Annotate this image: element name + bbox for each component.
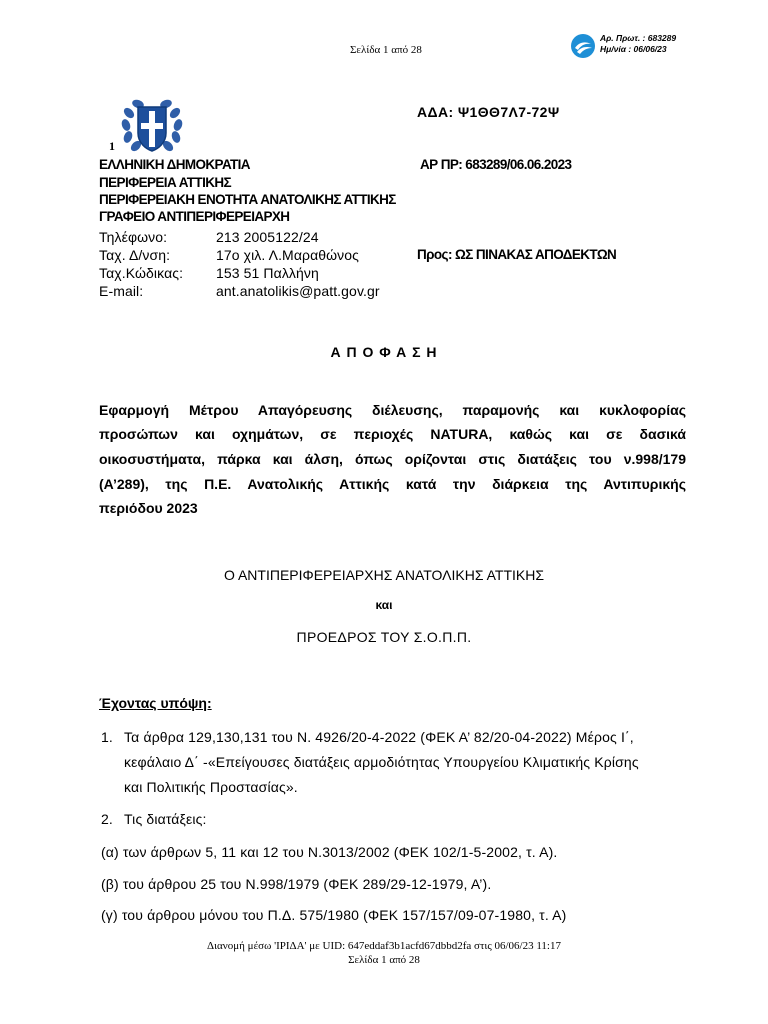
authority-title: Ο ΑΝΤΙΠΕΡΙΦΕΡΕΙΑΡΧΗΣ ΑΝΑΤΟΛΙΚΗΣ ΑΤΤΙΚΗΣ: [223, 567, 545, 583]
iris-logo-icon: [570, 33, 596, 59]
list-item-number: 2.: [101, 811, 113, 827]
emblem-number: 1: [109, 139, 115, 153]
list-item-number: 1.: [101, 729, 113, 745]
issuer-line: ΕΛΛΗΝΙΚΗ ΔΗΜΟΚΡΑΤΙΑ: [99, 157, 250, 172]
contact-label: Τηλέφωνο:: [99, 229, 168, 245]
email-value: ant.anatolikis@patt.gov.gr: [216, 283, 380, 299]
contact-label: Ταχ.Κώδικας:: [99, 265, 184, 281]
subject-line: (Α’289), της Π.Ε. Ανατολικής Αττικής κατά την διάρκεια της Αντιπυρικής: [99, 476, 686, 492]
stamp-date: Ημ/νία : 06/06/23: [600, 44, 667, 54]
contact-value: 153 51 Παλλήνη: [216, 265, 319, 281]
contact-value: 17ο χιλ. Λ.Μαραθώνος: [216, 247, 360, 263]
ada-code: ΑΔΑ: Ψ1ΘΘ7Λ7-72Ψ: [417, 104, 560, 120]
considering-heading: Έχοντας υπόψη:: [99, 695, 212, 711]
contact-label: Ταχ. Δ/νση:: [99, 247, 171, 263]
sub-item: (β) του άρθρου 25 του Ν.998/1979 (ΦΕΚ 289/29-12-1979, Α’).: [101, 876, 492, 892]
authority-subtitle: ΠΡΟΕΔΡΟΣ ΤΟΥ Σ.Ο.Π.Π.: [296, 629, 472, 645]
subject-line: οικοσυστήματα, πάρκα και άλση, όπως ορίζονται στις διατάξεις του ν.998/179: [99, 451, 686, 467]
sub-item: (α) των άρθρων 5, 11 και 12 του Ν.3013/2002 (ΦΕΚ 102/1-5-2002, τ. Α).: [101, 844, 558, 860]
list-item-text: και Πολιτικής Προστασίας».: [124, 779, 298, 795]
page-indicator-bottom: Σελίδα 1 από 28: [348, 954, 420, 966]
subject-line: Εφαρμογή Μέτρου Απαγόρευσης διέλευσης, παραμονής και κυκλοφορίας: [99, 402, 686, 418]
greek-coat-of-arms-icon: [118, 95, 186, 155]
authority-conjunction: και: [375, 598, 393, 612]
subject-line: προσώπων και οχημάτων, σε περιοχές NATURA, καθώς και σε δασικά: [99, 426, 686, 442]
stamp-protocol: Αρ. Πρωτ. : 683289: [600, 33, 677, 43]
page-indicator-top: Σελίδα 1 από 28: [350, 44, 422, 56]
issuer-line: ΠΕΡΙΦΕΡΕΙΑ ΑΤΤΙΚΗΣ: [99, 175, 232, 190]
list-item-text: κεφάλαιο Δ΄ -«Επείγουσες διατάξεις αρμοδιότητας Υπουργείου Κλιματικής Κρίσης: [124, 754, 639, 770]
issuer-line: ΠΕΡΙΦΕΡΕΙΑΚΗ ΕΝΟΤΗΤΑ ΑΝΑΤΟΛΙΚΗΣ ΑΤΤΙΚΗΣ: [99, 192, 396, 207]
distribution-footer: Διανομή μέσω 'ΙΡΙΔΑ' με UID: 647eddaf3b1acfd67dbbd2fa στις 06/06/23 11:17: [207, 940, 561, 952]
subject-line: περιόδου 2023: [99, 500, 198, 516]
contact-value: 213 2005122/24: [216, 229, 319, 245]
list-item-text: Τις διατάξεις:: [124, 811, 207, 827]
recipient: Προς: ΩΣ ΠΙΝΑΚΑΣ ΑΠΟΔΕΚΤΩΝ: [417, 247, 617, 262]
contact-label: E-mail:: [99, 283, 144, 299]
sub-item: (γ) του άρθρου μόνου του Π.Δ. 575/1980 (ΦΕΚ 157/157/09-07-1980, τ. Α): [101, 907, 567, 923]
list-item-text: Τα άρθρα 129,130,131 του Ν. 4926/20-4-2022 (ΦΕΚ Α’ 82/20-04-2022) Μέρος Ι΄,: [124, 729, 634, 745]
issuer-line: ΓΡΑΦΕΙΟ ΑΝΤΙΠΕΡΙΦΕΡΕΙΑΡΧΗ: [99, 209, 290, 224]
document-type: Α Π Ο Φ Α Σ Η: [330, 344, 438, 360]
reference-number: ΑΡ ΠΡ: 683289/06.06.2023: [420, 157, 572, 172]
